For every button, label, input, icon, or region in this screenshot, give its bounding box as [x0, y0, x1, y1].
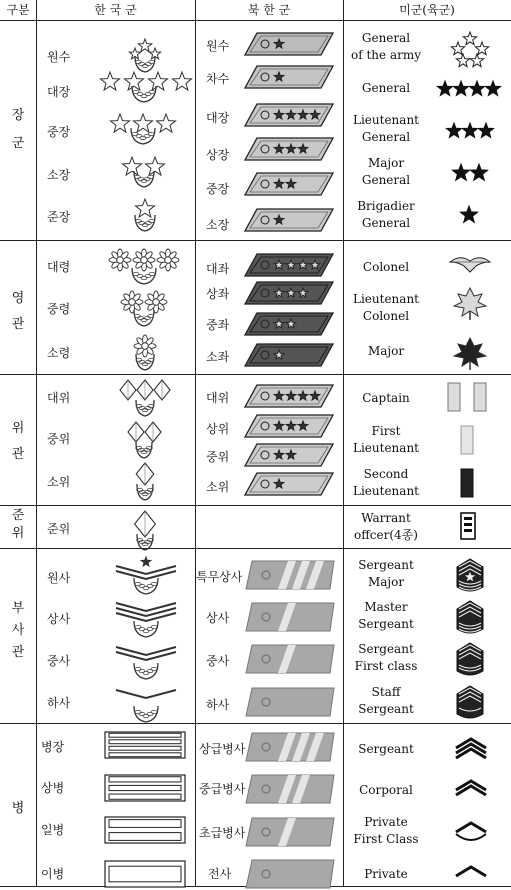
- north-korea-rank-label: 대좌: [206, 262, 230, 276]
- north-korea-rank-label: 상장: [206, 148, 230, 162]
- column-divider: [195, 0, 196, 887]
- south-korea-rank-label: 상사: [47, 612, 71, 626]
- five-star-wreath-insignia: [125, 34, 165, 74]
- south-korea-rank-label: 일병: [41, 823, 65, 837]
- two-star-wreath-insignia: [120, 155, 168, 185]
- nk-middle-soldier-board: [244, 773, 336, 805]
- column-divider: [36, 0, 37, 887]
- us-rank-label: [346, 866, 426, 883]
- us-rank-line: Master: [364, 600, 408, 614]
- us-rank-line: Private: [364, 867, 408, 881]
- category-general: [0, 105, 36, 155]
- north-korea-rank-label: 대장: [206, 111, 230, 125]
- south-korea-rank-label: 하사: [47, 696, 71, 710]
- us-rank-line: General: [361, 173, 411, 187]
- north-korea-rank-label: 소위: [206, 480, 230, 494]
- north-korea-rank-label: 소좌: [206, 350, 230, 364]
- five-star-cluster: [450, 32, 490, 68]
- south-korea-rank-label: 중령: [47, 302, 71, 316]
- north-korea-rank-label: 중급병사: [199, 782, 246, 796]
- group-divider: [0, 505, 511, 506]
- us-rank-line: Brigadier: [357, 199, 415, 213]
- us-rank-line: Lieutenant: [353, 484, 419, 498]
- nk-marshal-board: [243, 31, 335, 57]
- staff-sergeant-chevron: [112, 684, 180, 722]
- us-rank-line: Sergeant: [358, 742, 414, 756]
- us-rank-label: [346, 423, 426, 457]
- nk-colonel-board: [243, 280, 335, 306]
- nk-first-lieutenant-board: [243, 442, 335, 468]
- header-north-korea: 북 한 군: [247, 3, 291, 17]
- north-korea-rank-label: 상위: [206, 422, 230, 436]
- north-korea-rank-label: 상좌: [206, 287, 230, 301]
- category-char: 장: [11, 108, 25, 123]
- south-korea-rank-label: 소령: [47, 346, 71, 360]
- category-char: 관: [11, 645, 25, 660]
- us-rank-line: Major: [367, 156, 405, 170]
- group-divider: [0, 548, 511, 549]
- south-korea-rank-label: 대장: [47, 85, 71, 99]
- sergeant-major-stripes: [455, 557, 485, 593]
- nk-junior-soldier-board: [244, 816, 336, 848]
- header-divider: [0, 20, 511, 21]
- staff-sergeant-stripes: [455, 684, 485, 720]
- us-rank-line: First class: [354, 659, 418, 673]
- us-rank-label: [346, 112, 426, 146]
- south-korea-rank-label: 대위: [47, 391, 71, 405]
- north-korea-rank-label: 중위: [206, 450, 230, 464]
- us-rank-line: offcer(4종): [354, 528, 418, 542]
- us-rank-line: Corporal: [359, 783, 413, 797]
- two-bars: [446, 381, 488, 413]
- three-bar-insignia: [104, 774, 186, 802]
- nk-senior-captain-board: [243, 383, 335, 409]
- category-char: 군: [11, 136, 25, 151]
- category-char: 사: [11, 623, 25, 638]
- us-rank-line: Sergeant: [358, 642, 414, 656]
- south-korea-rank-label: 원수: [47, 50, 71, 64]
- north-korea-rank-label: 상급병사: [199, 742, 246, 756]
- category-char: 관: [11, 317, 25, 332]
- master-sergeant-stripes: [455, 599, 485, 635]
- gold-bar: [459, 467, 475, 499]
- category-char: 관: [11, 447, 25, 462]
- us-rank-line: General: [361, 81, 411, 95]
- three-diamond-insignia: [118, 378, 172, 418]
- one-chevron: [453, 864, 489, 890]
- north-korea-rank-label: 원수: [206, 39, 230, 53]
- north-korea-rank-label: 중장: [206, 182, 230, 196]
- group-divider: [0, 723, 511, 724]
- north-korea-rank-label: 차수: [206, 72, 230, 86]
- warrant-diamond-insignia: [132, 510, 158, 550]
- nk-staff-sergeant-board: [244, 686, 336, 718]
- category-char: 위: [11, 421, 25, 436]
- south-korea-rank-label: 중사: [47, 654, 71, 668]
- category-char: 영: [11, 291, 25, 306]
- nk-sergeant-major-board: [244, 559, 336, 591]
- sergeant-first-class-chevron: [112, 641, 180, 679]
- three-star-wreath-insignia: [108, 112, 178, 142]
- four-star-wreath-insignia: [98, 70, 190, 100]
- nk-major-general-board: [243, 207, 335, 233]
- south-korea-rank-label: 중위: [47, 432, 71, 446]
- header-south-korea: 한 국 군: [94, 3, 137, 17]
- us-rank-line: Lieutenant: [353, 292, 419, 306]
- one-chevron-rocker: [453, 820, 489, 846]
- north-korea-rank-label: 초급병사: [199, 826, 246, 840]
- category-char: 준: [11, 508, 25, 523]
- us-rank-line: of the army: [351, 48, 421, 62]
- north-korea-rank-label: 중사: [206, 654, 230, 668]
- category-char: 부: [11, 601, 25, 616]
- one-flower-insignia: [132, 332, 158, 372]
- two-flower-insignia: [120, 288, 168, 328]
- silver-oak-leaf: [452, 286, 488, 322]
- warrant-bar: [459, 511, 477, 541]
- south-korea-rank-label: 중장: [47, 125, 71, 139]
- column-divider: [343, 0, 344, 887]
- us-rank-label: [346, 80, 426, 97]
- north-korea-rank-label: 전사: [208, 867, 232, 881]
- first-class-stripes: [455, 641, 485, 677]
- north-korea-rank-label: 상사: [206, 611, 230, 625]
- two-bar-insignia: [104, 816, 186, 844]
- category-company-grade: [0, 418, 36, 466]
- one-diamond-insignia: [132, 462, 158, 502]
- nk-colonel-general-board: [243, 136, 335, 162]
- master-sergeant-chevron: [112, 599, 180, 637]
- nk-lieutenant-colonel-board: [243, 311, 335, 337]
- us-rank-line: Lieutenant: [353, 113, 419, 127]
- us-rank-label: [346, 510, 426, 544]
- three-stars: [445, 121, 495, 141]
- nk-major-board: [243, 342, 335, 368]
- nk-master-sergeant-board: [244, 601, 336, 633]
- us-rank-line: Staff: [371, 685, 401, 699]
- category-enlisted: [0, 798, 36, 820]
- silver-bar: [459, 424, 475, 456]
- four-stars: [437, 79, 501, 99]
- us-rank-line: Sergeant: [358, 702, 414, 716]
- category-nco: [0, 598, 36, 664]
- us-rank-line: Captain: [362, 391, 410, 405]
- us-rank-label: [346, 291, 426, 325]
- us-rank-label: [346, 466, 426, 500]
- nk-second-lieutenant-board: [243, 471, 335, 497]
- header-us-army: 미군(육군): [399, 3, 455, 17]
- us-rank-label: [346, 259, 426, 276]
- us-rank-line: Lieutenant: [353, 441, 419, 455]
- north-korea-rank-label: 특무상사: [196, 570, 243, 584]
- us-rank-label: [346, 599, 426, 633]
- us-rank-line: General: [361, 130, 411, 144]
- sergeant-major-chevron: [112, 556, 180, 594]
- us-rank-line: Sergeant: [358, 558, 414, 572]
- south-korea-rank-label: 소위: [47, 475, 71, 489]
- category-field-grade: [0, 288, 36, 336]
- us-rank-label: [346, 782, 426, 799]
- category-char: 위: [11, 526, 25, 541]
- two-chevrons: [453, 778, 489, 804]
- us-rank-line: Sergeant: [358, 617, 414, 631]
- north-korea-rank-label: 중좌: [206, 318, 230, 332]
- south-korea-rank-label: 이병: [41, 867, 65, 881]
- north-korea-rank-label: 하사: [206, 698, 230, 712]
- us-rank-line: First: [371, 424, 401, 438]
- category-warrant: [0, 507, 36, 543]
- south-korea-rank-label: 상병: [41, 781, 65, 795]
- us-rank-label: [346, 343, 426, 360]
- eagle: [448, 252, 492, 274]
- us-rank-line: Private: [364, 815, 408, 829]
- us-rank-line: Major: [367, 575, 405, 589]
- three-flower-insignia: [108, 246, 180, 286]
- us-rank-label: [346, 30, 426, 64]
- south-korea-rank-label: 원사: [47, 571, 71, 585]
- nk-lieutenant-general-board: [243, 171, 335, 197]
- us-rank-label: [346, 684, 426, 718]
- gold-oak-leaf: [452, 336, 488, 372]
- us-rank-label: [346, 557, 426, 591]
- nk-captain-board: [243, 413, 335, 439]
- nk-senior-colonel-board: [243, 252, 335, 278]
- us-rank-line: Second: [363, 467, 409, 481]
- one-star-wreath-insignia: [130, 197, 160, 229]
- us-rank-line: Colonel: [362, 260, 410, 274]
- two-diamond-insignia: [126, 420, 164, 460]
- south-korea-rank-label: 대령: [47, 260, 71, 274]
- group-divider: [0, 240, 511, 241]
- us-rank-line: Major: [367, 344, 405, 358]
- one-star: [459, 205, 479, 225]
- us-rank-label: [346, 155, 426, 189]
- header-category: 구분: [6, 3, 30, 17]
- us-rank-label: [346, 390, 426, 407]
- four-bar-insignia: [104, 731, 186, 759]
- group-divider: [0, 374, 511, 375]
- nk-general-board: [243, 102, 335, 128]
- category-char: 병: [11, 801, 25, 816]
- one-bar-insignia: [104, 860, 186, 888]
- nk-vice-marshal-board: [243, 64, 335, 90]
- south-korea-rank-label: 병장: [41, 740, 65, 754]
- three-chevrons: [453, 736, 489, 762]
- us-rank-label: [346, 198, 426, 232]
- nk-sergeant-board: [244, 643, 336, 675]
- south-korea-rank-label: 준위: [47, 522, 71, 536]
- us-rank-label: [346, 741, 426, 758]
- north-korea-rank-label: 대위: [206, 391, 230, 405]
- nk-senior-soldier-board: [244, 731, 336, 763]
- us-rank-line: General: [361, 216, 411, 230]
- us-rank-line: First Class: [353, 832, 419, 846]
- us-rank-label: [346, 814, 426, 848]
- nk-private-board: [244, 858, 336, 890]
- north-korea-rank-label: 소장: [206, 218, 230, 232]
- south-korea-rank-label: 준장: [47, 210, 71, 224]
- south-korea-rank-label: 소장: [47, 168, 71, 182]
- two-stars: [452, 163, 488, 183]
- us-rank-label: [346, 641, 426, 675]
- us-rank-line: Warrant: [361, 511, 411, 525]
- us-rank-line: Colonel: [362, 309, 410, 323]
- us-rank-line: General: [361, 31, 411, 45]
